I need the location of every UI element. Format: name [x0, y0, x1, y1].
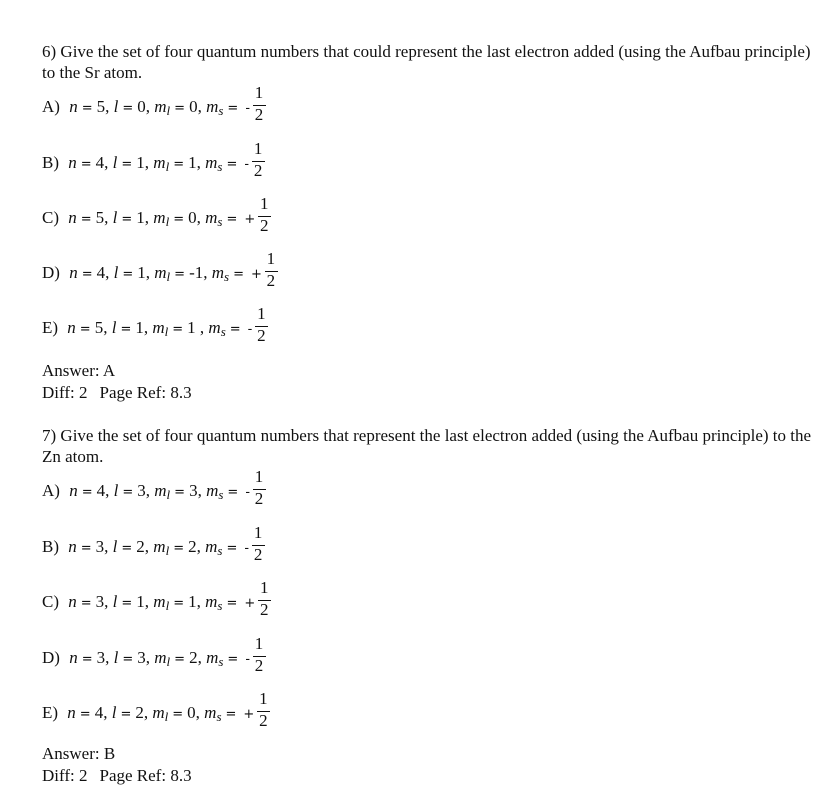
equals-sign: =: [121, 157, 133, 172]
fraction-denominator: 2: [260, 216, 269, 235]
ml-subscript: l: [166, 269, 171, 284]
ml-separator: ,: [196, 592, 201, 611]
ml-value: 0: [187, 703, 196, 722]
ml-subscript: l: [165, 214, 170, 229]
option-label: D): [42, 263, 60, 282]
ml-separator: ,: [195, 318, 205, 337]
equals-sign: =: [226, 157, 238, 172]
m-symbol: m: [153, 537, 166, 556]
equals-sign: =: [174, 101, 186, 116]
m-symbol: m: [154, 648, 167, 667]
ml-separator: ,: [197, 481, 202, 500]
spin-fraction: [252, 467, 266, 510]
ml-separator: ,: [196, 153, 201, 172]
equals-sign: =: [120, 707, 132, 722]
equals-sign: =: [226, 596, 238, 611]
spin-sign: -: [245, 101, 251, 116]
option-label: D): [42, 648, 60, 667]
fraction-numerator: 1: [266, 249, 276, 268]
l-value: 3: [137, 481, 146, 500]
equals-sign: =: [173, 212, 185, 227]
ml-subscript: l: [166, 103, 171, 118]
l-symbol: l: [111, 703, 117, 722]
l-symbol: l: [113, 481, 119, 500]
l-symbol: l: [112, 153, 118, 172]
n-symbol: n: [67, 703, 76, 722]
equals-sign: =: [122, 485, 134, 500]
option-expression: B) n = 4, l = 1, $m_l = 1$, $m_s$ = - $\frac{1}{2}$: [42, 153, 265, 182]
ms-subscript: s: [217, 598, 223, 613]
equals-sign: =: [80, 157, 92, 172]
option-label: B): [42, 153, 59, 172]
equals-sign: =: [79, 322, 91, 337]
option-expression: D) n = 3, l = 3, $m_l = 2$, $m_s$ = - $\frac{1}{2}$: [42, 648, 266, 677]
fraction-denominator: 2: [254, 489, 264, 508]
n-value: 3: [95, 592, 105, 611]
ms-subscript: s: [218, 654, 224, 669]
l-value: 1: [136, 153, 145, 172]
m-symbol: m: [153, 153, 166, 172]
ml-separator: ,: [196, 537, 201, 556]
option-expression: A) n = 4, l = 3, $m_l = 3$, $m_s$ = - $\frac{1}{2}$: [42, 481, 266, 510]
option-expression: E) n = 4, l = 2, $m_l = 0$, $m_s$ = + $\frac{1}{2}$: [42, 703, 270, 732]
fraction-numerator: 1: [257, 304, 266, 323]
l-symbol: l: [113, 97, 119, 116]
question-6-text: 6) Give the set of four quantum numbers that could represent the last electron added (using the Aufbau principle) to the Sr atom.: [42, 42, 811, 82]
spin-fraction: [251, 139, 265, 182]
spin-fraction: [256, 689, 270, 732]
m-symbol: m: [154, 263, 167, 282]
spin-sign: -: [244, 541, 250, 556]
equals-sign: =: [226, 212, 238, 227]
equals-sign: =: [81, 485, 93, 500]
question-6-diff-pageref: [42, 382, 192, 403]
m-symbol: m: [205, 153, 218, 172]
equals-sign: =: [122, 267, 134, 282]
equals-sign: =: [81, 101, 93, 116]
n-value: 3: [95, 537, 105, 556]
l-value: 1: [136, 592, 145, 611]
fraction-numerator: 1: [253, 139, 263, 158]
l-value: 1: [136, 208, 145, 227]
l-value: 3: [137, 648, 146, 667]
equals-sign: =: [173, 157, 185, 172]
spin-sign: -: [245, 652, 251, 667]
equals-sign: =: [122, 101, 134, 116]
equals-sign: =: [80, 541, 92, 556]
equals-sign: =: [225, 707, 237, 722]
ml-value: 1: [187, 318, 196, 337]
m-symbol: m: [205, 208, 218, 227]
ml-subscript: l: [165, 543, 170, 558]
fraction-numerator: 1: [260, 194, 269, 213]
equals-sign: =: [80, 596, 92, 611]
l-symbol: l: [111, 318, 117, 337]
spin-fraction: [252, 634, 266, 677]
equals-sign: =: [173, 596, 185, 611]
ml-separator: ,: [196, 208, 201, 227]
n-symbol: n: [69, 263, 78, 282]
question-7-diff: Diff: 2: [42, 766, 88, 785]
ml-value: 0: [189, 97, 198, 116]
ml-value: 1: [188, 153, 197, 172]
n-value: 5: [94, 318, 104, 337]
ms-subscript: s: [218, 103, 224, 118]
spin-sign: +: [244, 212, 256, 227]
ml-value: 2: [189, 648, 198, 667]
m-symbol: m: [205, 537, 218, 556]
equals-sign: =: [172, 322, 184, 337]
equals-sign: =: [120, 322, 132, 337]
option-label: A): [42, 97, 60, 116]
m-symbol: m: [205, 592, 218, 611]
ms-subscript: s: [216, 709, 222, 724]
m-symbol: m: [153, 208, 166, 227]
fraction-denominator: 2: [253, 161, 263, 180]
ml-separator: ,: [195, 703, 200, 722]
equals-sign: =: [227, 652, 239, 667]
n-value: 3: [96, 648, 106, 667]
option-label: B): [42, 537, 59, 556]
fraction-numerator: 1: [254, 634, 264, 653]
m-symbol: m: [206, 481, 219, 500]
fraction-numerator: 1: [253, 523, 263, 542]
m-symbol: m: [206, 648, 219, 667]
m-symbol: m: [152, 703, 165, 722]
equals-sign: =: [227, 485, 239, 500]
option-label: A): [42, 481, 60, 500]
ms-subscript: s: [218, 487, 224, 502]
spin-fraction: [252, 83, 266, 126]
fraction-denominator: 2: [260, 600, 269, 619]
equals-sign: =: [81, 267, 93, 282]
m-symbol: m: [154, 481, 167, 500]
equals-sign: =: [174, 652, 186, 667]
l-value: 1: [135, 318, 144, 337]
n-value: 4: [94, 703, 104, 722]
l-symbol: l: [112, 537, 118, 556]
m-symbol: m: [153, 592, 166, 611]
l-symbol: l: [112, 592, 118, 611]
equals-sign: =: [121, 596, 133, 611]
ml-subscript: l: [165, 598, 170, 613]
spin-fraction: [251, 523, 265, 566]
ml-subscript: l: [166, 654, 171, 669]
fraction-denominator: 2: [254, 105, 264, 124]
option-expression: A) n = 5, l = 0, $m_l = 0$, $m_s$ = - $\frac{1}{2}$: [42, 97, 266, 126]
fraction-denominator: 2: [259, 711, 268, 730]
ms-subscript: s: [224, 269, 230, 284]
spin-sign: +: [243, 707, 255, 722]
n-value: 5: [95, 208, 105, 227]
l-value: 2: [135, 703, 144, 722]
question-7-answer: Answer: B: [42, 744, 116, 763]
n-symbol: n: [69, 648, 78, 667]
m-symbol: m: [154, 97, 167, 116]
question-6-pageref: Page Ref: 8.3: [99, 383, 192, 402]
n-symbol: n: [68, 537, 77, 556]
equals-sign: =: [226, 541, 238, 556]
ml-separator: ,: [203, 263, 208, 282]
ml-value: -1: [189, 263, 204, 282]
n-value: 4: [95, 153, 105, 172]
n-symbol: n: [69, 481, 78, 500]
n-symbol: n: [68, 153, 77, 172]
m-symbol: m: [204, 703, 217, 722]
ms-subscript: s: [217, 543, 223, 558]
ms-subscript: s: [217, 214, 223, 229]
option-label: E): [42, 318, 59, 337]
ml-subscript: l: [165, 159, 170, 174]
ml-value: 3: [189, 481, 198, 500]
n-symbol: n: [69, 97, 78, 116]
m-symbol: m: [152, 318, 165, 337]
option-label: C): [42, 592, 59, 611]
m-symbol: m: [211, 263, 225, 282]
equals-sign: =: [229, 322, 241, 337]
question-7-text: 7) Give the set of four quantum numbers that represent the last electron added (using the Aufbau principle) to the Zn atom.: [42, 426, 812, 466]
fraction-denominator: 2: [266, 271, 276, 290]
ms-subscript: s: [220, 324, 226, 339]
equals-sign: =: [227, 101, 239, 116]
l-value: 0: [137, 97, 146, 116]
option-expression: C) n = 3, l = 1, $m_l = 1$, $m_s$ = + $\frac{1}{2}$: [42, 592, 271, 621]
equals-sign: =: [174, 267, 186, 282]
question-6-answer: Answer: A: [42, 361, 116, 380]
option-expression: B) n = 3, l = 2, $m_l = 2$, $m_s$ = - $\frac{1}{2}$: [42, 537, 265, 566]
ml-value: 2: [188, 537, 197, 556]
fraction-numerator: 1: [259, 689, 268, 708]
equals-sign: =: [81, 652, 93, 667]
option-expression: C) n = 5, l = 1, $m_l = 0$, $m_s$ = + $\frac{1}{2}$: [42, 208, 271, 237]
spin-sign: -: [245, 485, 251, 500]
spin-fraction: [264, 249, 278, 292]
option-label: E): [42, 703, 59, 722]
question-7-pageref: Page Ref: 8.3: [99, 766, 192, 785]
fraction-denominator: 2: [253, 545, 263, 564]
ms-subscript: s: [217, 159, 223, 174]
l-symbol: l: [112, 208, 118, 227]
option-label: C): [42, 208, 59, 227]
fraction-numerator: 1: [254, 467, 264, 486]
question-7-diff-pageref: [42, 765, 192, 786]
spin-sign: -: [247, 322, 253, 337]
ml-subscript: l: [164, 709, 169, 724]
equals-sign: =: [79, 707, 91, 722]
spin-sign: +: [244, 596, 256, 611]
spin-fraction: [257, 578, 271, 621]
equals-sign: =: [173, 541, 185, 556]
fraction-numerator: 1: [254, 83, 264, 102]
l-symbol: l: [113, 263, 119, 282]
ml-separator: ,: [197, 648, 202, 667]
spin-fraction: [254, 304, 268, 347]
equals-sign: =: [172, 707, 184, 722]
l-value: 2: [136, 537, 145, 556]
l-symbol: l: [113, 648, 119, 667]
l-value: 1: [137, 263, 146, 282]
equals-sign: =: [122, 652, 134, 667]
equals-sign: =: [80, 212, 92, 227]
fraction-denominator: 2: [257, 326, 266, 345]
n-symbol: n: [68, 208, 77, 227]
option-expression: E) n = 5, l = 1, $m_l = 1$ , $m_s$ = - $\frac{1}{2}$: [42, 318, 268, 347]
fraction-numerator: 1: [260, 578, 269, 597]
spin-sign: -: [244, 157, 250, 172]
spin-fraction: [257, 194, 271, 237]
m-symbol: m: [208, 318, 221, 337]
m-symbol: m: [206, 97, 219, 116]
ml-separator: ,: [197, 97, 202, 116]
equals-sign: =: [121, 212, 133, 227]
ml-value: 1: [188, 592, 197, 611]
n-symbol: n: [68, 592, 77, 611]
equals-sign: =: [174, 485, 186, 500]
ml-value: 0: [188, 208, 197, 227]
equals-sign: =: [233, 267, 244, 282]
n-value: 5: [96, 97, 106, 116]
ml-subscript: l: [164, 324, 169, 339]
ml-subscript: l: [166, 487, 171, 502]
n-symbol: n: [67, 318, 76, 337]
n-value: 4: [96, 263, 106, 282]
n-value: 4: [96, 481, 106, 500]
spin-sign: +: [250, 267, 262, 282]
fraction-denominator: 2: [254, 656, 264, 675]
question-6-diff: Diff: 2: [42, 383, 88, 402]
equals-sign: =: [121, 541, 133, 556]
option-expression: D) n = 4, l = 1, $m_l = -1$, $m_s$ = + $\frac{1}{2}$: [42, 263, 278, 292]
